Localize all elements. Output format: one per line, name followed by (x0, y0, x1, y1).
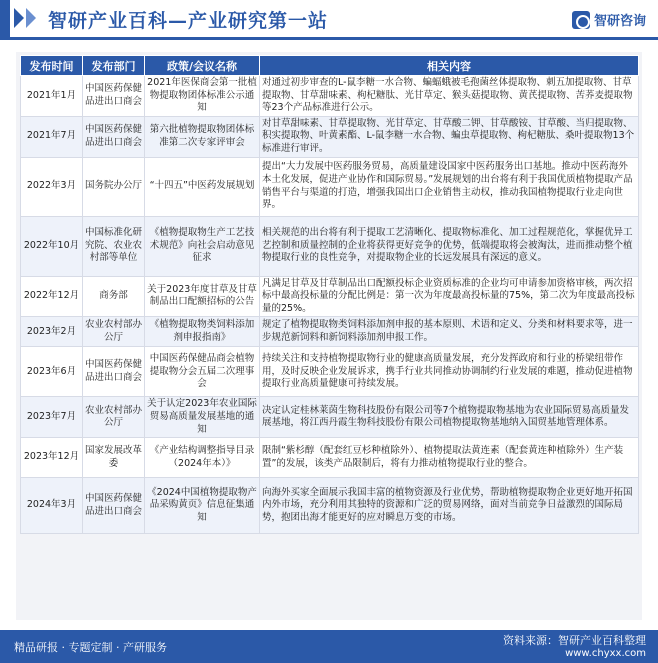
cell-policy: 2021年医保商会第一批植物提取物团体标准公示通知 (145, 76, 260, 117)
cell-policy: 《植物提取物生产工艺技术规范》向社会启动意见征求 (145, 216, 260, 276)
footer-source-block (503, 632, 646, 659)
cell-date: 2023年7月 (21, 397, 83, 438)
footer-bar (0, 630, 658, 663)
table-row (21, 157, 639, 216)
cell-content: 对甘草甜味素、甘草提取物、光甘草定、甘草酸二钾、甘草酸铵、甘草酸、当归提取物、积实提取物、叶黄素酯、L-鼠李糖一水合物、蝙虫草提取物、枸杞糖肽、桑叶提取物13个标准进行审评。 (260, 116, 639, 157)
cell-policy: 第六批植物提取物团体标准第二次专家评审会 (145, 116, 260, 157)
cell-date: 2023年6月 (21, 347, 83, 397)
chevron-right-icon (14, 8, 24, 28)
cell-content: 规定了植物提取物类饲料添加剂申报的基本原则、术语和定义、分类和材料要求等，进一步规范新饲料和新饲料添加剂申报工作。 (260, 317, 639, 347)
cell-policy: 《产业结构调整指导目录（2024年本）》 (145, 438, 260, 478)
cell-date: 2023年2月 (21, 317, 83, 347)
cell-department: 中国医药保健品进出口商会 (83, 478, 145, 534)
table-row (21, 347, 639, 397)
table-row (21, 76, 639, 117)
cell-policy: 《2024中国植物提取物产品采购黄页》信息征集通知 (145, 478, 260, 534)
cell-department: 中国医药保健品进出口商会 (83, 76, 145, 117)
cell-department: 国家发展改革委 (83, 438, 145, 478)
table-row (21, 397, 639, 438)
column-header-department: 发布部门 (83, 56, 145, 76)
brand[interactable] (572, 10, 646, 29)
top-header-bar (0, 0, 658, 40)
cell-policy: 《植物提取物类饲料添加剂申报指南》 (145, 317, 260, 347)
cell-date: 2021年7月 (21, 116, 83, 157)
cell-department: 中国医药保健品进出口商会 (83, 347, 145, 397)
source-note: 资料来源：智研产业百科整理 (503, 634, 646, 647)
cell-content: 向海外买家全面展示我国丰富的植物资源及行业优势，帮助植物提取物企业更好地开拓国内外市场，充分利用其独特的资源和广泛的贸易网络，面对当前竞争日益激烈的国际局势，抱团出海才能更好的应对瞬息万变的市场。 (260, 478, 639, 534)
column-header-date: 发布时间 (21, 56, 83, 76)
table-row (21, 438, 639, 478)
column-header-content: 相关内容 (260, 56, 639, 76)
cell-department: 中国医药保健品进出口商会 (83, 116, 145, 157)
cell-policy: 中国医药保健品商会植物提取物分会五届二次理事会 (145, 347, 260, 397)
brand-logo-icon (572, 11, 590, 29)
cell-date: 2022年12月 (21, 276, 83, 317)
cell-content: 决定认定桂林莱茵生物科技股份有限公司等7个植物提取物基地为农业国际贸易高质量发展基地，将江西丹霞生物科技股份有限公司植物提取物基地纳入国贸基地管理体系。 (260, 397, 639, 438)
cell-content: 对通过初步审查的L-鼠李糖一水合物、蝙蝠蛾被毛孢菌丝体提取物、刺五加提取物、甘草提取物、甘草甜味素、枸杞糖肽、光甘草定、猴头菇提取物、黄芪提取物、苦荞麦提取物等23个产品标准进行公示。 (260, 76, 639, 117)
site-title: 智研产业百科—产业研究第一站 (48, 10, 329, 32)
table-header-row (21, 56, 639, 76)
table-row (21, 276, 639, 317)
table-row (21, 478, 639, 534)
cell-policy: 关于认定2023年农业国际贸易高质量发展基地的通知 (145, 397, 260, 438)
cell-date: 2021年1月 (21, 76, 83, 117)
cell-department: 农业农村部办公厅 (83, 397, 145, 438)
table-row (21, 317, 639, 347)
cell-content: 提出“大力发展中医药服务贸易，高质量建设国家中医药服务出口基地。推动中医药海外本土化发展，促进产业协作和国际贸易。”发展规划的出台将有利于我国优质植物提取产品销售平台与渠道的打造，增强我国出口企业销售主动权，推动我国植物提取行业走向世界。 (260, 157, 639, 216)
cell-date: 2022年3月 (21, 157, 83, 216)
site-url-link[interactable]: www.chyxx.com (565, 648, 646, 659)
brand-name: 智研咨询 (593, 14, 646, 29)
cell-date: 2023年12月 (21, 438, 83, 478)
cell-department: 农业农村部办公厅 (83, 317, 145, 347)
cell-content: 限制“紫杉醇（配套红豆杉种植除外）、植物提取法黄连素（配套黄连种植除外）生产装置”的发展，该类产品限制后，将有力推动植物提取行业的整合。 (260, 438, 639, 478)
chevron-right-icon (26, 8, 36, 28)
footer-slogan: 精品研报 · 专题定制 · 产研服务 (14, 641, 167, 654)
cell-department: 中国标准化研究院、农业农村部等单位 (83, 216, 145, 276)
column-header-policy: 政策/会议名称 (145, 56, 260, 76)
cell-department: 国务院办公厅 (83, 157, 145, 216)
cell-date: 2022年10月 (21, 216, 83, 276)
cell-date: 2024年3月 (21, 478, 83, 534)
table-row (21, 116, 639, 157)
cell-content: 持续关注和支持植物提取物行业的健康高质量发展，充分发挥政府和行业的桥梁纽带作用，及时反映企业发展诉求，携手行业共同推动协调制约行业发展的难题，推动促进植物提取行业高质量健康可持续发展。 (260, 347, 639, 397)
cell-policy: “十四五”中医药发展规划 (145, 157, 260, 216)
cell-department: 商务部 (83, 276, 145, 317)
policy-table (20, 55, 639, 534)
table-row (21, 216, 639, 276)
cell-content: 凡满足甘草及甘草制品出口配额投标企业资质标准的企业均可申请参加资格审核，两次招标中最高投标量的分配比例是：第一次为年度最高投标量的75%，第二次为年度最高投标量的25%。 (260, 276, 639, 317)
cell-policy: 关于2023年度甘草及甘草制品出口配额招标的公告 (145, 276, 260, 317)
cell-content: 相关规范的出台将有利于提取工艺清晰化、提取物标准化、加工过程规范化，掌握优异工艺控制和质量控制的企业将获得更好竞争的优势，低端提取将会被淘汰，进而推动整个植物提取行业的良性竞争，对提取物企业的长远发展具有深远的意义。 (260, 216, 639, 276)
